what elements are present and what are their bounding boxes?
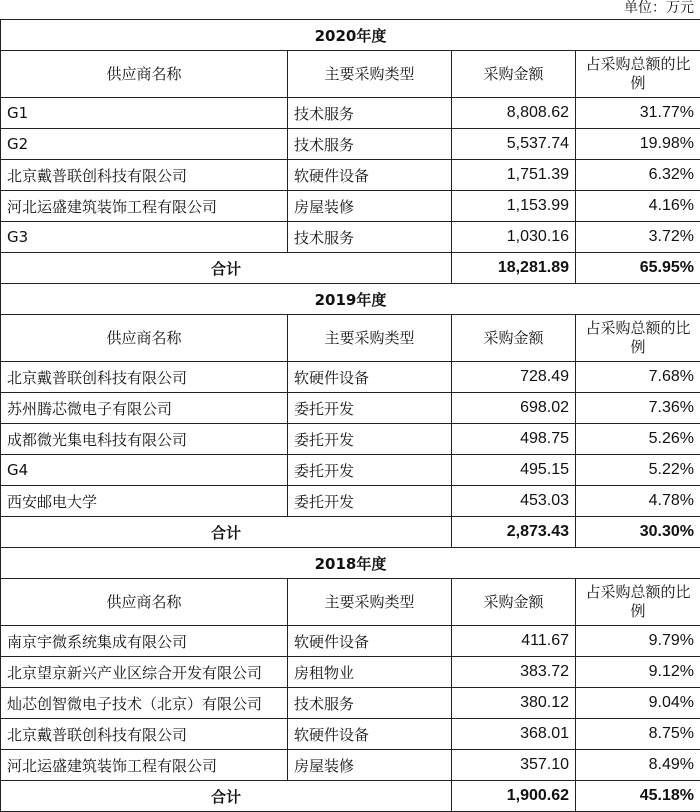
table-row	[1, 129, 700, 160]
procurement-amount: 8,808.62	[452, 98, 576, 129]
header-supplier-name: 供应商名称	[1, 51, 288, 98]
table-row	[1, 362, 700, 393]
procurement-type: 委托开发	[288, 393, 452, 424]
header-procurement-type: 主要采购类型	[288, 315, 452, 362]
table-row	[1, 222, 700, 253]
table-row	[1, 455, 700, 486]
table-row	[1, 424, 700, 455]
procurement-amount: 453.03	[452, 486, 576, 517]
year-title: 2020年度	[1, 20, 700, 51]
procurement-amount: 495.15	[452, 455, 576, 486]
total-label: 合计	[1, 781, 452, 812]
supplier-name: 北京戴普联创科技有限公司	[1, 160, 288, 191]
procurement-type: 软硬件设备	[288, 626, 452, 657]
supplier-name: 河北运盛建筑装饰工程有限公司	[1, 191, 288, 222]
year-header-row	[1, 284, 700, 315]
procurement-ratio: 9.79%	[576, 626, 700, 657]
supplier-name: 北京望京新兴产业区综合开发有限公司	[1, 657, 288, 688]
procurement-type: 软硬件设备	[288, 362, 452, 393]
procurement-type: 技术服务	[288, 129, 452, 160]
procurement-ratio: 3.72%	[576, 222, 700, 253]
total-ratio: 65.95%	[576, 253, 700, 284]
supplier-name: 灿芯创智微电子技术（北京）有限公司	[1, 688, 288, 719]
procurement-ratio: 31.77%	[576, 98, 700, 129]
procurement-amount: 5,537.74	[452, 129, 576, 160]
procurement-amount: 1,030.16	[452, 222, 576, 253]
procurement-ratio: 6.32%	[576, 160, 700, 191]
supplier-name: 北京戴普联创科技有限公司	[1, 719, 288, 750]
table-row	[1, 393, 700, 424]
total-ratio: 45.18%	[576, 781, 700, 812]
procurement-amount: 728.49	[452, 362, 576, 393]
total-ratio: 30.30%	[576, 517, 700, 548]
table-row	[1, 191, 700, 222]
procurement-amount: 411.67	[452, 626, 576, 657]
procurement-ratio: 4.16%	[576, 191, 700, 222]
supplier-name: G2	[1, 129, 288, 160]
procurement-type: 房屋装修	[288, 191, 452, 222]
procurement-amount: 698.02	[452, 393, 576, 424]
procurement-ratio: 8.75%	[576, 719, 700, 750]
year-title: 2019年度	[1, 284, 700, 315]
table-row	[1, 486, 700, 517]
header-amount: 采购金额	[452, 579, 576, 626]
year-header-row	[1, 20, 700, 51]
total-row	[1, 517, 700, 548]
total-label: 合计	[1, 517, 452, 548]
procurement-type: 委托开发	[288, 486, 452, 517]
table-row	[1, 626, 700, 657]
supplier-name: 成都微光集电科技有限公司	[1, 424, 288, 455]
header-supplier-name: 供应商名称	[1, 315, 288, 362]
header-ratio: 占采购总额的比例	[576, 51, 700, 98]
table-row	[1, 719, 700, 750]
supplier-name: G3	[1, 222, 288, 253]
procurement-amount: 368.01	[452, 719, 576, 750]
procurement-type: 委托开发	[288, 455, 452, 486]
supplier-procurement-table	[0, 19, 700, 812]
procurement-ratio: 8.49%	[576, 750, 700, 781]
supplier-name: 西安邮电大学	[1, 486, 288, 517]
header-ratio: 占采购总额的比例	[576, 315, 700, 362]
procurement-amount: 357.10	[452, 750, 576, 781]
procurement-ratio: 5.26%	[576, 424, 700, 455]
supplier-name: 南京宇微系统集成有限公司	[1, 626, 288, 657]
procurement-type: 委托开发	[288, 424, 452, 455]
supplier-name: G1	[1, 98, 288, 129]
total-row	[1, 781, 700, 812]
procurement-amount: 380.12	[452, 688, 576, 719]
header-supplier-name: 供应商名称	[1, 579, 288, 626]
year-header-row	[1, 548, 700, 579]
supplier-name: 北京戴普联创科技有限公司	[1, 362, 288, 393]
procurement-type: 软硬件设备	[288, 719, 452, 750]
total-label: 合计	[1, 253, 452, 284]
procurement-amount: 1,153.99	[452, 191, 576, 222]
table-row	[1, 750, 700, 781]
total-amount: 18,281.89	[452, 253, 576, 284]
procurement-type: 软硬件设备	[288, 160, 452, 191]
supplier-name: 河北运盛建筑装饰工程有限公司	[1, 750, 288, 781]
column-header-row	[1, 51, 700, 98]
header-procurement-type: 主要采购类型	[288, 51, 452, 98]
procurement-type: 技术服务	[288, 98, 452, 129]
table-row	[1, 98, 700, 129]
total-amount: 1,900.62	[452, 781, 576, 812]
procurement-type: 技术服务	[288, 688, 452, 719]
procurement-amount: 498.75	[452, 424, 576, 455]
procurement-amount: 383.72	[452, 657, 576, 688]
table-body	[1, 20, 700, 812]
procurement-type: 房屋装修	[288, 750, 452, 781]
procurement-type: 房租物业	[288, 657, 452, 688]
header-amount: 采购金额	[452, 51, 576, 98]
table-row	[1, 657, 700, 688]
table-row	[1, 688, 700, 719]
procurement-type: 技术服务	[288, 222, 452, 253]
table-row	[1, 160, 700, 191]
procurement-ratio: 7.36%	[576, 393, 700, 424]
supplier-name: 苏州腾芯微电子有限公司	[1, 393, 288, 424]
procurement-amount: 1,751.39	[452, 160, 576, 191]
procurement-ratio: 19.98%	[576, 129, 700, 160]
supplier-name: G4	[1, 455, 288, 486]
total-row	[1, 253, 700, 284]
column-header-row	[1, 315, 700, 362]
header-amount: 采购金额	[452, 315, 576, 362]
procurement-ratio: 9.04%	[576, 688, 700, 719]
header-procurement-type: 主要采购类型	[288, 579, 452, 626]
procurement-ratio: 7.68%	[576, 362, 700, 393]
unit-label: 单位：万元	[624, 0, 694, 18]
procurement-ratio: 4.78%	[576, 486, 700, 517]
year-title: 2018年度	[1, 548, 700, 579]
procurement-ratio: 5.22%	[576, 455, 700, 486]
procurement-ratio: 9.12%	[576, 657, 700, 688]
header-ratio: 占采购总额的比例	[576, 579, 700, 626]
column-header-row	[1, 579, 700, 626]
total-amount: 2,873.43	[452, 517, 576, 548]
